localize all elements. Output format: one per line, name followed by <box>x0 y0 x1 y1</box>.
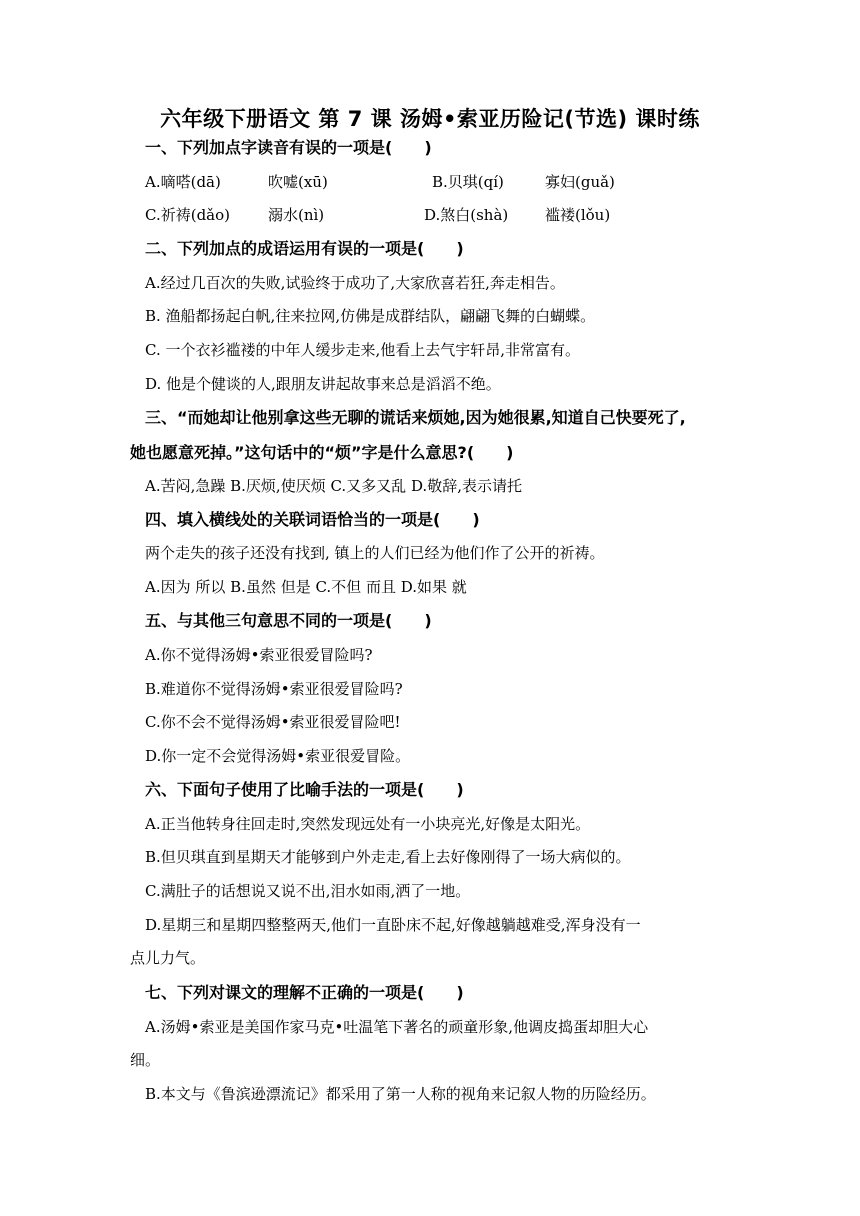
q7-option-a-line2: 细。 <box>130 1051 161 1069</box>
q6-option-a: A.正当他转身往回走时,突然发现远处有一小块亮光,好像是太阳光。 <box>145 815 591 833</box>
q1-option-d-word1: D.煞白(shà) <box>424 206 509 224</box>
q4-options: A.因为 所以 B.虽然 但是 C.不但 而且 D.如果 就 <box>145 578 467 596</box>
page-title: 六年级下册语文 第 7 课 汤姆•索亚历险记(节选) 课时练 <box>160 107 700 131</box>
q7-option-a-line1: A.汤姆•索亚是美国作家马克•吐温笔下著名的顽童形象,他调皮捣蛋却胆大心 <box>145 1018 649 1036</box>
question-7-stem: 七、下列对课文的理解不正确的一项是( ) <box>145 983 464 1002</box>
q1-option-b-word2: 寡妇(guǎ) <box>545 173 615 191</box>
q5-option-d: D.你一定不会觉得汤姆•索亚很爱冒险。 <box>145 747 411 765</box>
q1-option-a-word2: 吹嘘(xū) <box>268 173 328 191</box>
q3-options: A.苦闷,急躁 B.厌烦,使厌烦 C.又多又乱 D.敬辞,表示请托 <box>145 477 522 495</box>
q1-option-c-word2: 溺水(nì) <box>268 206 325 224</box>
q1-option-b-word1: B.贝琪(qí) <box>432 173 504 191</box>
q5-option-c: C.你不会不觉得汤姆•索亚很爱冒险吧! <box>145 713 401 731</box>
question-6-stem: 六、下面句子使用了比喻手法的一项是( ) <box>145 780 464 799</box>
q4-sentence: 两个走失的孩子还没有找到, 镇上的人们已经为他们作了公开的祈祷。 <box>145 544 605 562</box>
q2-option-b: B. 渔船都扬起白帆,往来拉网,仿佛是成群结队，翩翩飞舞的白蝴蝶。 <box>145 307 596 325</box>
q2-option-c: C. 一个衣衫褴褛的中年人缓步走来,他看上去气宇轩昂,非常富有。 <box>145 341 581 359</box>
q1-option-d-word2: 褴褛(lǒu) <box>545 206 611 224</box>
q6-option-b: B.但贝琪直到星期天才能够到户外走走,看上去好像刚得了一场大病似的。 <box>145 848 631 866</box>
q1-option-c-word1: C.祈祷(dǎo) <box>145 206 230 224</box>
q6-option-d-line2: 点儿力气。 <box>130 949 206 967</box>
q5-option-b: B.难道你不觉得汤姆•索亚很爱冒险吗? <box>145 680 403 698</box>
question-1-stem: 一、下列加点字读音有误的一项是( ) <box>145 138 432 157</box>
q5-option-a: A.你不觉得汤姆•索亚很爱冒险吗? <box>145 646 373 664</box>
question-5-stem: 五、与其他三句意思不同的一项是( ) <box>145 611 432 630</box>
question-2-stem: 二、下列加点的成语运用有误的一项是( ) <box>145 239 464 258</box>
q6-option-d-line1: D.星期三和星期四整整两天,他们一直卧床不起,好像越躺越难受,浑身没有一 <box>145 916 641 934</box>
q1-option-a-word1: A.嘀嗒(dā) <box>145 173 221 191</box>
q2-option-a: A.经过几百次的失败,试验终于成功了,大家欣喜若狂,奔走相告。 <box>145 274 565 292</box>
q6-option-c: C.满肚子的话想说又说不出,泪水如雨,洒了一地。 <box>145 882 471 900</box>
question-3-stem-line2: 她也愿意死掉。”这句话中的“烦”字是什么意思?( ) <box>130 443 514 462</box>
q7-option-b: B.本文与《鲁滨逊漂流记》都采用了第一人称的视角来记叙人物的历险经历。 <box>145 1085 656 1103</box>
q2-option-d: D. 他是个健谈的人,跟朋友讲起故事来总是滔滔不绝。 <box>145 375 501 393</box>
question-3-stem-line1: 三、“而她却让他别拿这些无聊的谎话来烦她,因为她很累,知道自己快要死了, <box>145 408 686 427</box>
question-4-stem: 四、填入横线处的关联词语恰当的一项是( ) <box>145 510 480 529</box>
